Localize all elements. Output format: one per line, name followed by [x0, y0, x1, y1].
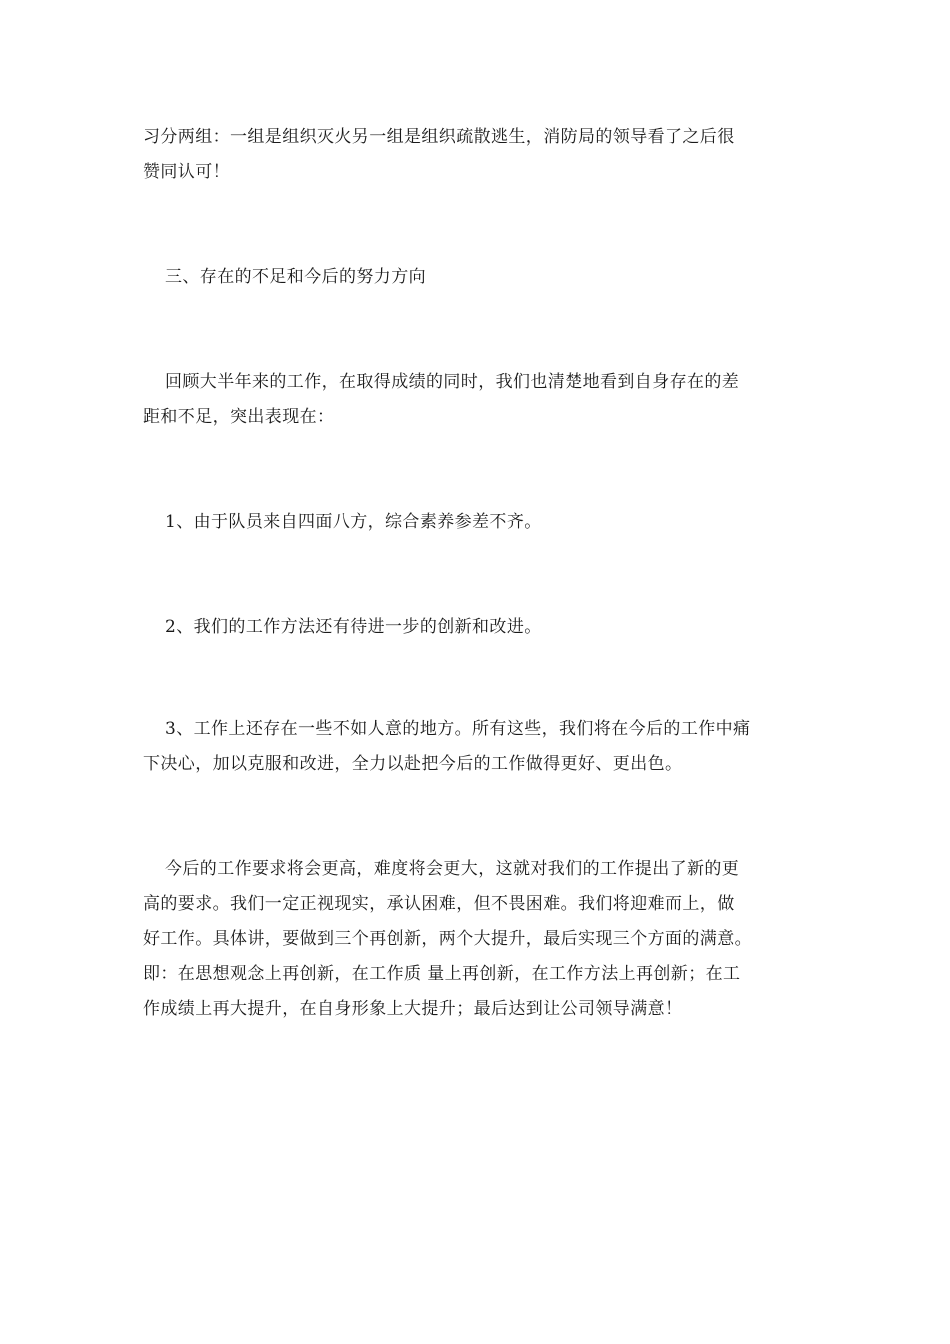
- list-item-1: [143, 505, 808, 540]
- list-item-2: [143, 610, 808, 645]
- paragraph-drill-groups: [143, 120, 808, 190]
- text-line: 2、我们的工作方法还有待进一步的创新和改进。: [165, 617, 542, 637]
- text-line: 赞同认可！: [143, 162, 230, 182]
- text-line: 习分两组：一组是组织灭火另一组是组织疏散逃生，消防局的领导看了之后很: [143, 127, 735, 147]
- text-line: 今后的工作要求将会更高，难度将会更大，这就对我们的工作提出了新的更: [165, 859, 740, 879]
- section-heading-shortcomings: [143, 260, 808, 295]
- paragraph-review: [143, 365, 808, 435]
- heading-text: 三、存在的不足和今后的努力方向: [165, 267, 426, 287]
- text-line: 下决心，加以克服和改进，全力以赴把今后的工作做得更好、更出色。: [143, 754, 683, 774]
- paragraph-future-work: [143, 852, 808, 1027]
- text-line: 好工作。具体讲，要做到三个再创新，两个大提升，最后实现三个方面的满意。: [143, 929, 752, 949]
- text-line: 回顾大半年来的工作，在取得成绩的同时，我们也清楚地看到自身存在的差: [165, 372, 740, 392]
- text-line: 作成绩上再大提升，在自身形象上大提升；最后达到让公司领导满意！: [143, 999, 683, 1019]
- text-line: 高的要求。我们一定正视现实，承认困难，但不畏困难。我们将迎难而上，做: [143, 894, 735, 914]
- text-line: 即：在思想观念上再创新，在工作质 量上再创新，在工作方法上再创新；在工: [143, 964, 741, 984]
- list-item-3: [143, 712, 808, 782]
- text-line: 3、工作上还存在一些不如人意的地方。所有这些，我们将在今后的工作中痛: [165, 719, 751, 739]
- text-line: 距和不足，突出表现在：: [143, 407, 335, 427]
- text-line: 1、由于队员来自四面八方，综合素养参差不齐。: [165, 512, 542, 532]
